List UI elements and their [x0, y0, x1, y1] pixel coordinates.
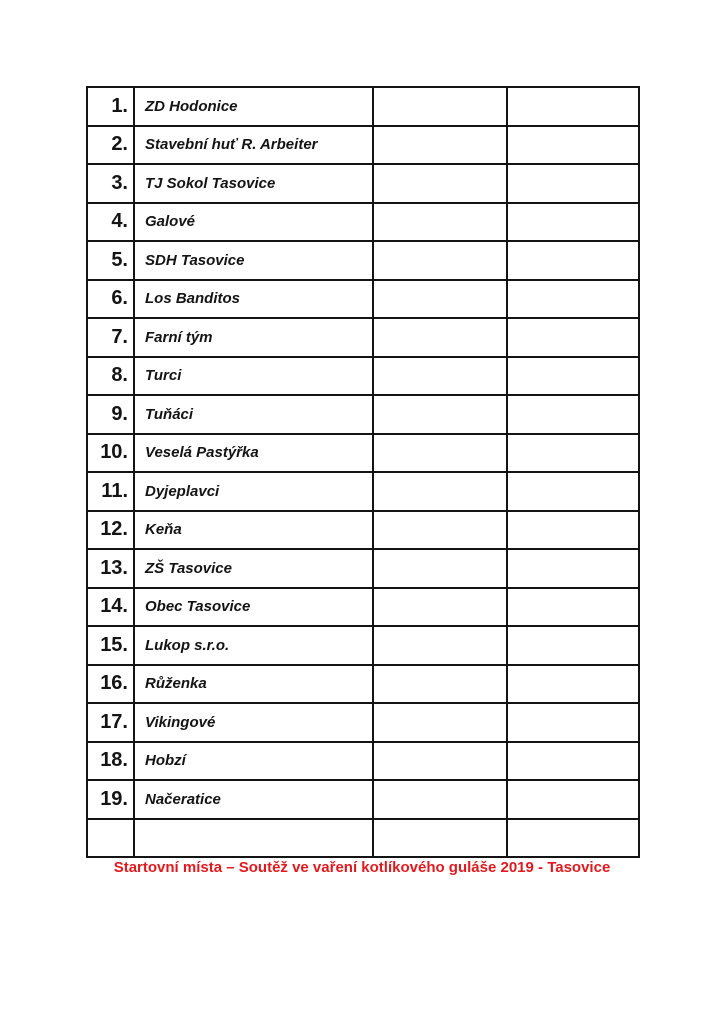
empty-cell	[373, 819, 507, 858]
row-number: 17.	[87, 703, 134, 742]
row-number: 2.	[87, 126, 134, 165]
empty-cell	[373, 626, 507, 665]
empty-cell	[507, 87, 639, 126]
empty-cell	[373, 703, 507, 742]
empty-cell	[373, 357, 507, 396]
empty-cell	[373, 87, 507, 126]
empty-cell	[373, 780, 507, 819]
row-number: 15.	[87, 626, 134, 665]
team-name: Obec Tasovice	[134, 588, 373, 627]
table-row	[87, 357, 639, 396]
row-number: 5.	[87, 241, 134, 280]
row-number: 19.	[87, 780, 134, 819]
empty-cell	[507, 395, 639, 434]
team-name: Los Banditos	[134, 280, 373, 319]
row-number: 6.	[87, 280, 134, 319]
empty-cell	[507, 434, 639, 473]
team-name: Hobzí	[134, 742, 373, 781]
table-row	[87, 703, 639, 742]
empty-cell	[507, 626, 639, 665]
empty-cell	[507, 742, 639, 781]
team-name: Růženka	[134, 665, 373, 704]
table-caption: Startovní místa – Soutěž ve vaření kotlíkového guláše 2019 - Tasovice	[113, 859, 611, 876]
empty-cell	[507, 203, 639, 242]
table-row	[87, 626, 639, 665]
row-number: 10.	[87, 434, 134, 473]
team-name: ZD Hodonice	[134, 87, 373, 126]
team-name: Tuňáci	[134, 395, 373, 434]
team-name: Vikingové	[134, 703, 373, 742]
empty-cell	[507, 241, 639, 280]
empty-cell	[373, 203, 507, 242]
empty-cell	[373, 241, 507, 280]
row-number	[87, 819, 134, 858]
empty-cell	[507, 665, 639, 704]
row-number: 13.	[87, 549, 134, 588]
team-name: TJ Sokol Tasovice	[134, 164, 373, 203]
row-number: 14.	[87, 588, 134, 627]
table-row	[87, 780, 639, 819]
empty-cell	[507, 819, 639, 858]
table-row	[87, 819, 639, 858]
team-name: Keňa	[134, 511, 373, 550]
empty-cell	[373, 549, 507, 588]
team-name: Galové	[134, 203, 373, 242]
table-row	[87, 126, 639, 165]
empty-cell	[507, 280, 639, 319]
team-name: Načeratice	[134, 780, 373, 819]
empty-cell	[507, 164, 639, 203]
empty-cell	[373, 588, 507, 627]
table-row	[87, 549, 639, 588]
team-name: Veselá Pastýřka	[134, 434, 373, 473]
empty-cell	[507, 703, 639, 742]
empty-cell	[507, 549, 639, 588]
team-name: Stavební huť R. Arbeiter	[134, 126, 373, 165]
team-name: Turci	[134, 357, 373, 396]
empty-cell	[507, 126, 639, 165]
empty-cell	[373, 511, 507, 550]
empty-cell	[507, 318, 639, 357]
team-name: ZŠ Tasovice	[134, 549, 373, 588]
empty-cell	[507, 780, 639, 819]
table-row	[87, 511, 639, 550]
empty-cell	[373, 665, 507, 704]
empty-cell	[373, 280, 507, 319]
table-row	[87, 665, 639, 704]
team-name: SDH Tasovice	[134, 241, 373, 280]
team-name: Dyjeplavci	[134, 472, 373, 511]
empty-cell	[373, 164, 507, 203]
empty-cell	[373, 395, 507, 434]
empty-cell	[507, 588, 639, 627]
team-name	[134, 819, 373, 858]
table-row	[87, 434, 639, 473]
row-number: 9.	[87, 395, 134, 434]
empty-cell	[373, 126, 507, 165]
empty-cell	[373, 318, 507, 357]
row-number: 12.	[87, 511, 134, 550]
row-number: 3.	[87, 164, 134, 203]
team-name: Lukop s.r.o.	[134, 626, 373, 665]
empty-cell	[373, 434, 507, 473]
empty-cell	[373, 472, 507, 511]
table-row	[87, 164, 639, 203]
team-name: Farní tým	[134, 318, 373, 357]
table-row	[87, 395, 639, 434]
table-row	[87, 472, 639, 511]
empty-cell	[507, 472, 639, 511]
row-number: 11.	[87, 472, 134, 511]
row-number: 18.	[87, 742, 134, 781]
empty-cell	[507, 511, 639, 550]
row-number: 16.	[87, 665, 134, 704]
row-number: 8.	[87, 357, 134, 396]
start-list-table	[86, 86, 640, 858]
table-row	[87, 241, 639, 280]
table-row	[87, 318, 639, 357]
empty-cell	[373, 742, 507, 781]
table-row	[87, 280, 639, 319]
row-number: 1.	[87, 87, 134, 126]
empty-cell	[507, 357, 639, 396]
row-number: 7.	[87, 318, 134, 357]
row-number: 4.	[87, 203, 134, 242]
table-row	[87, 203, 639, 242]
table-row	[87, 588, 639, 627]
table-row	[87, 742, 639, 781]
table-row	[87, 87, 639, 126]
